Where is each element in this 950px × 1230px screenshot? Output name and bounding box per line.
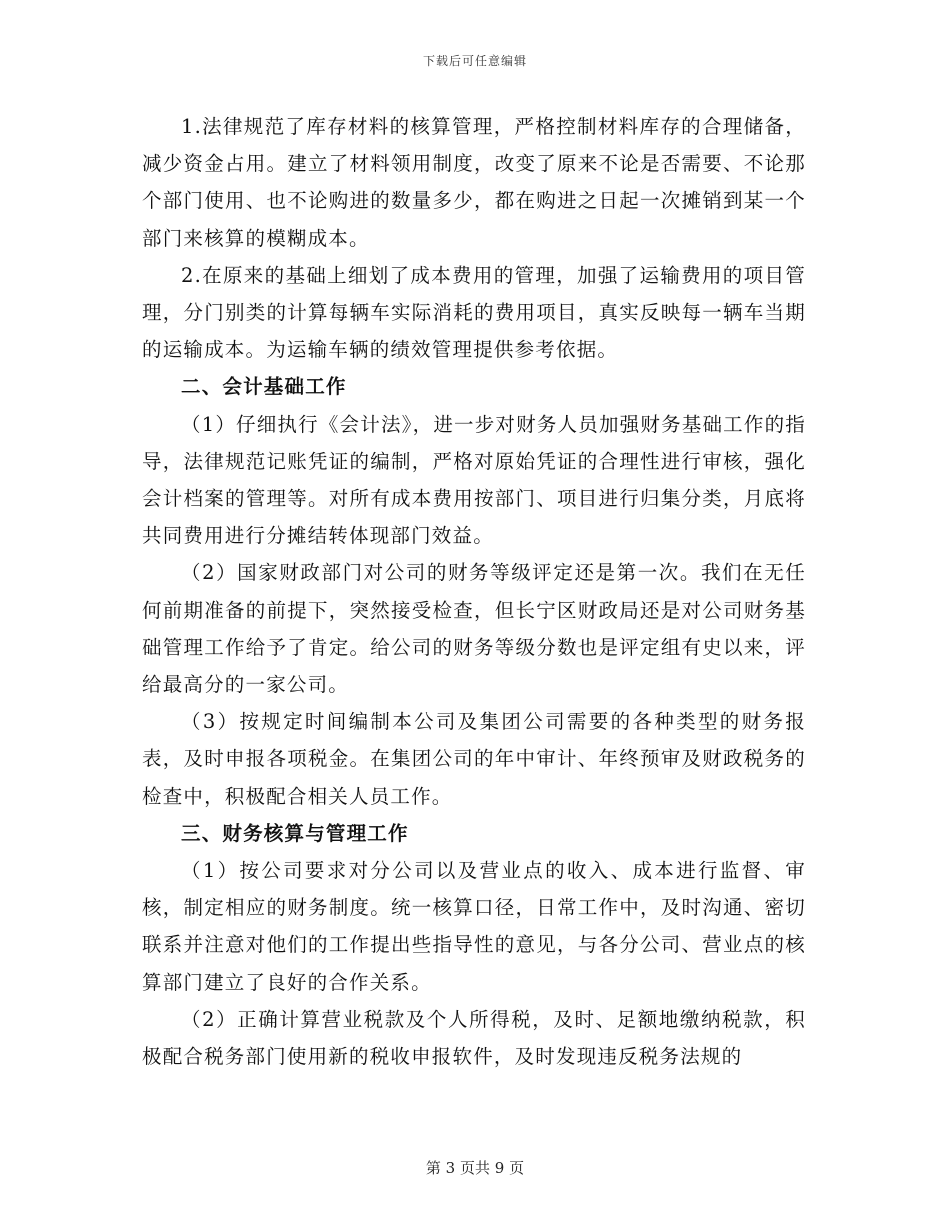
document-body bbox=[142, 108, 806, 1075]
paragraph-financial-reports: （3）按规定时间编制本公司及集团公司需要的各种类型的财务报表，及时申报各项税金。在集团公司的年中审计、年终预审及财政税务的检查中，积极配合相关人员工作。 bbox=[142, 710, 806, 808]
section-heading-financial-accounting: 三、财务核算与管理工作 bbox=[181, 821, 409, 845]
paragraph-branch-supervision: （1）按公司要求对分公司以及营业点的收入、成本进行监督、审核，制定相应的财务制度。统一核算口径，日常工作中，及时沟通、密切联系并注意对他们的工作提出些指导性的意见，与各分公司、营业点的核算部门建立了良好的合作关系。 bbox=[142, 859, 806, 994]
paragraph-accounting-law: （1）仔细执行《会计法》，进一步对财务人员加强财务基础工作的指导，法律规范记账凭证的编制，严格对原始凭证的合理性进行审核，强化会计档案的管理等。对所有成本费用按部门、项目进行归集分类，月底将共同费用进行分摊结转体现部门效益。 bbox=[142, 412, 806, 548]
paragraph-tax-calculation: （2）正确计算营业税款及个人所得税，及时、足额地缴纳税款，积极配合税务部门使用新的税收申报软件，及时发现违反税务法规的 bbox=[142, 1007, 806, 1069]
page-header: 下载后可任意编辑 bbox=[422, 54, 527, 68]
paragraph-financial-rating: （2）国家财政部门对公司的财务等级评定还是第一次。我们在无任何前期准备的前提下，突然接受检查，但长宁区财政局还是对公司财务基础管理工作给予了肯定。给公司的财务等级分数也是评定组有史以来，评给最高分的一家公司。 bbox=[142, 561, 806, 697]
paragraph-cost-management: 2.在原来的基础上细划了成本费用的管理，加强了运输费用的项目管理，分门别类的计算每辆车实际消耗的费用项目，真实反映每一辆车当期的运输成本。为运输车辆的绩效管理提供参考依据。 bbox=[142, 263, 806, 362]
page-number-footer: 第 3 页共 9 页 bbox=[425, 1159, 525, 1177]
section-heading-accounting-basics: 二、会计基础工作 bbox=[181, 375, 347, 399]
paragraph-inventory-management: 1.法律规范了库存材料的核算管理，严格控制材料库存的合理储备，减少资金占用。建立了材料领用制度，改变了原来不论是否需要、不论那个部门使用、也不论购进的数量多少，都在购进之日起一次摊销到某一个部门来核算的模糊成本。 bbox=[142, 115, 806, 250]
